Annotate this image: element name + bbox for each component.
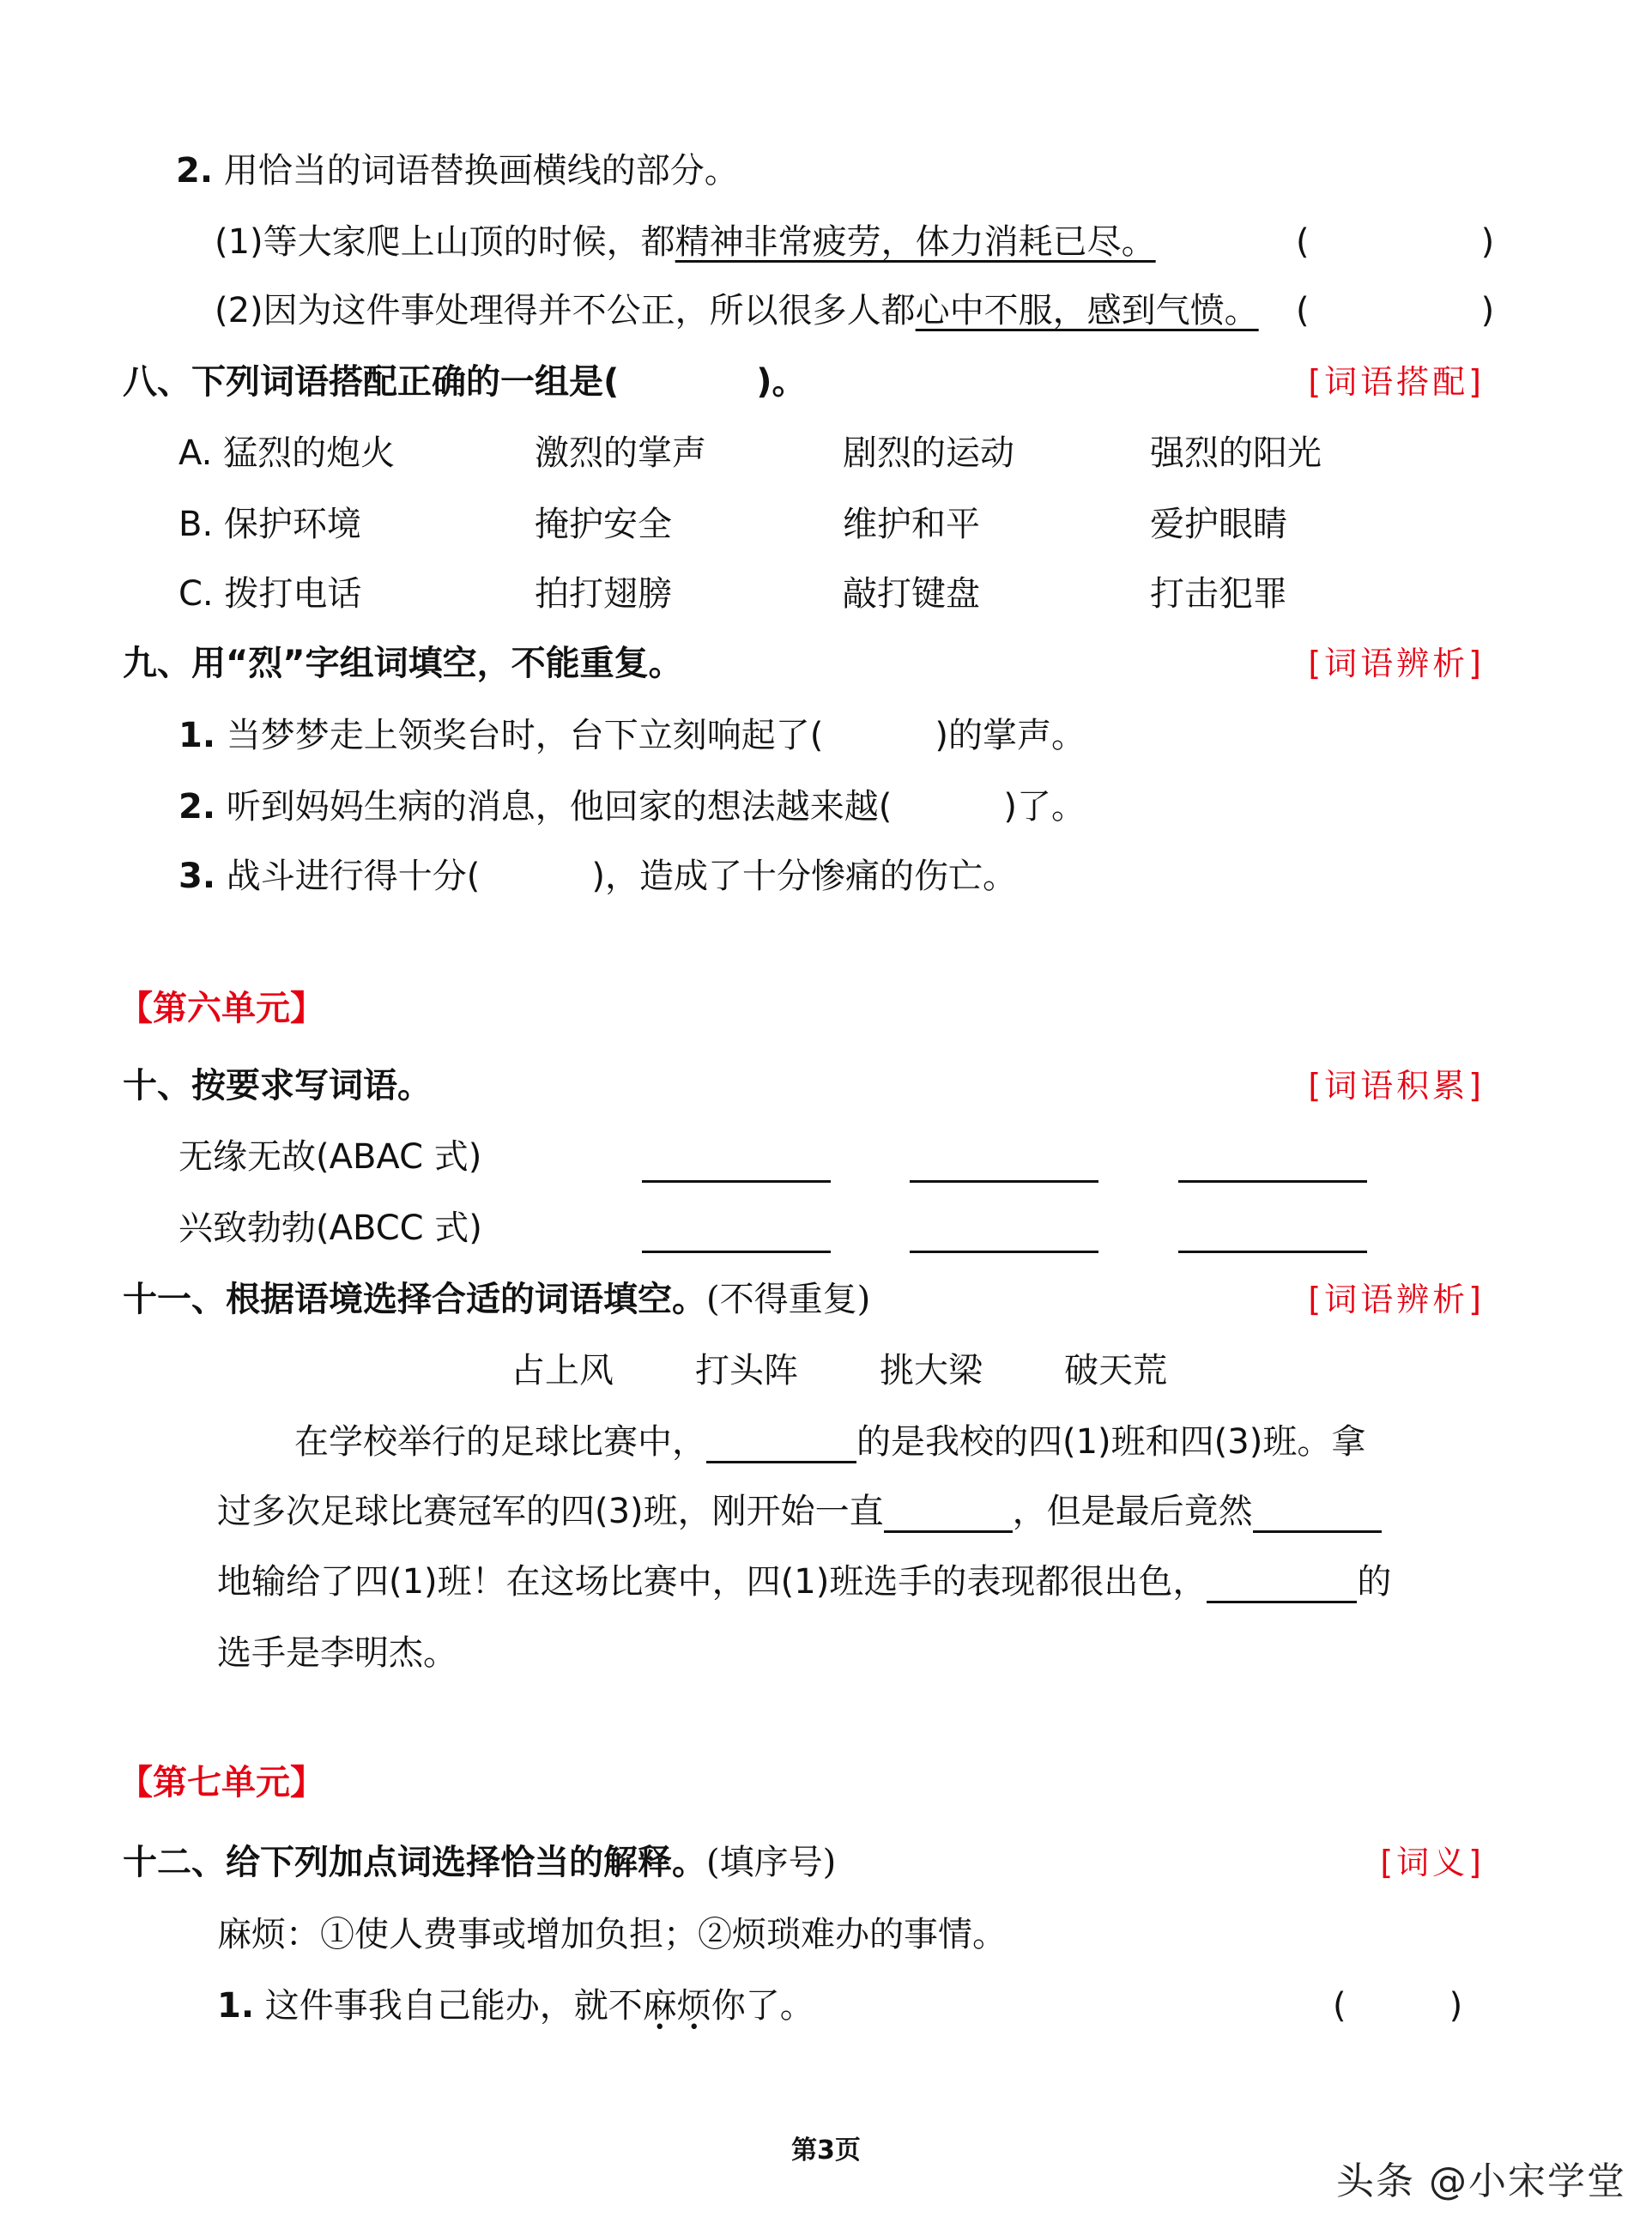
fill-blank[interactable] (1253, 1496, 1382, 1533)
option-a-3: 剧烈的运动 (843, 433, 1014, 473)
write-line[interactable] (910, 1180, 1098, 1183)
write-line[interactable] (642, 1251, 831, 1253)
item-number: 1. (179, 716, 216, 755)
q9-item-3 (179, 855, 1017, 898)
item-text: 这件事我自己能办，就不 (264, 1986, 643, 2026)
q7-2-item-1 (215, 221, 1156, 263)
item-text: 战斗进行得十分( (226, 857, 481, 896)
word-bank (511, 1349, 1167, 1392)
category-tag: [词语搭配] (1308, 363, 1485, 401)
item-text: )的掌声。 (935, 716, 1086, 755)
item-text: 你了。 (711, 1986, 814, 2026)
answer-paren[interactable]: ( ) (1296, 222, 1495, 262)
emphasized-char: 烦 (676, 1986, 711, 2026)
q7-2-item-2 (215, 289, 1259, 332)
option-a-2: 激烈的掌声 (535, 433, 706, 473)
write-line[interactable] (642, 1180, 831, 1183)
word-option: 占上风 (511, 1351, 614, 1390)
paragraph-line-2 (217, 1490, 1382, 1533)
definition-line: 麻烦：①使人费事或增加负担；②烦琐难办的事情。 (217, 1915, 1007, 1954)
fill-blank[interactable] (706, 1427, 856, 1463)
option-a-4: 强烈的阳光 (1150, 433, 1322, 473)
q12-item-1 (217, 1984, 814, 2027)
unit-7-heading: 【第七单元】 (118, 1763, 324, 1802)
q10-row-1-label: 无缘无故(ABAC 式) (179, 1137, 482, 1177)
question-text: 十一、根据语境选择合适的词语填空。 (123, 1280, 706, 1319)
q10-title: 十、按要求写词语。 (123, 1066, 432, 1105)
fill-blank[interactable] (884, 1496, 1013, 1533)
item-text: (1)等大家爬上山顶的时候，都 (215, 222, 675, 262)
fill-blank[interactable] (1207, 1566, 1357, 1603)
item-text: )了。 (1003, 787, 1086, 827)
write-line[interactable] (1178, 1180, 1367, 1183)
paragraph-line-1 (294, 1420, 1365, 1463)
para-text: 地输给了四(1)班！在这场比赛中，四(1)班选手的表现都很出色， (217, 1562, 1207, 1602)
item-number: 3. (179, 857, 216, 896)
q9-item-2 (179, 785, 1086, 828)
para-text: 的是我校的四(1)班和四(3)班。拿 (856, 1422, 1366, 1462)
category-tag: [词语辨析] (1308, 1281, 1485, 1318)
unit-6-heading: 【第六单元】 (118, 989, 324, 1028)
q7-2-title (176, 149, 739, 192)
emphasized-char: 麻 (642, 1986, 677, 2026)
question-number: 2. (176, 151, 214, 191)
item-text: 听到妈妈生病的消息，他回家的想法越来越( (226, 787, 893, 827)
item-text: (2)因为这件事处理得并不公正，所以很多人都 (215, 291, 916, 330)
write-line[interactable] (1178, 1251, 1367, 1253)
q11-title (123, 1278, 870, 1321)
word-option: 打头阵 (695, 1351, 798, 1390)
para-text: 的 (1357, 1562, 1392, 1602)
item-number: 1. (217, 1986, 255, 2026)
paragraph-line-4: 选手是李明杰。 (217, 1633, 457, 1673)
option-c-4: 打击犯罪 (1150, 574, 1287, 614)
option-b-4: 爱护眼睛 (1150, 505, 1287, 544)
option-b-3: 维护和平 (843, 505, 980, 544)
write-line[interactable] (910, 1251, 1098, 1253)
option-b-2: 掩护安全 (535, 505, 672, 544)
category-tag: [词语辨析] (1308, 645, 1485, 682)
word-option: 破天荒 (1064, 1351, 1167, 1390)
option-c-3: 敲打键盘 (843, 574, 980, 614)
item-number: 2. (179, 787, 216, 827)
option-c-2: 拍打翅膀 (535, 574, 672, 614)
question-text: 用恰当的词语替换画横线的部分。 (223, 151, 739, 191)
underlined-phrase: 精神非常疲劳，体力消耗已尽。 (675, 222, 1156, 262)
q10-row-2-label: 兴致勃勃(ABCC 式) (179, 1208, 482, 1248)
item-text: )，造成了十分惨痛的伤亡。 (591, 857, 1017, 896)
para-text: ，但是最后竟然 (1012, 1492, 1253, 1531)
para-text: 过多次足球比赛冠军的四(3)班，刚开始一直 (217, 1492, 884, 1531)
question-note: (不得重复) (706, 1280, 871, 1319)
item-text: 当梦梦走上领奖台时，台下立刻响起了( (226, 716, 824, 755)
question-note: (填序号) (706, 1843, 837, 1882)
option-c-1[interactable]: C. 拨打电话 (179, 574, 362, 614)
q9-title: 九、用“烈”字组词填空，不能重复。 (123, 644, 683, 683)
category-tag: [词语积累] (1308, 1067, 1485, 1105)
page-number: 第3页 (791, 2135, 861, 2166)
para-text: 在学校举行的足球比赛中， (294, 1422, 706, 1462)
option-b-1[interactable]: B. 保护环境 (179, 505, 361, 544)
option-a-1[interactable]: A. 猛烈的炮火 (179, 433, 396, 473)
question-text: 十二、给下列加点词选择恰当的解释。 (123, 1843, 706, 1882)
category-tag: [词义] (1380, 1844, 1485, 1881)
word-option: 挑大梁 (880, 1351, 983, 1390)
answer-paren[interactable]: ( ) (1333, 1986, 1463, 2026)
answer-paren[interactable]: ( ) (1296, 291, 1495, 330)
q9-item-1 (179, 714, 1086, 757)
underlined-phrase: 心中不服，感到气愤。 (915, 291, 1259, 330)
watermark: 头条 @小宋学堂 (1336, 2159, 1626, 2203)
q12-title (123, 1841, 836, 1884)
q8-title: 八、下列词语搭配正确的一组是( )。 (123, 362, 807, 402)
paragraph-line-3 (217, 1560, 1391, 1603)
